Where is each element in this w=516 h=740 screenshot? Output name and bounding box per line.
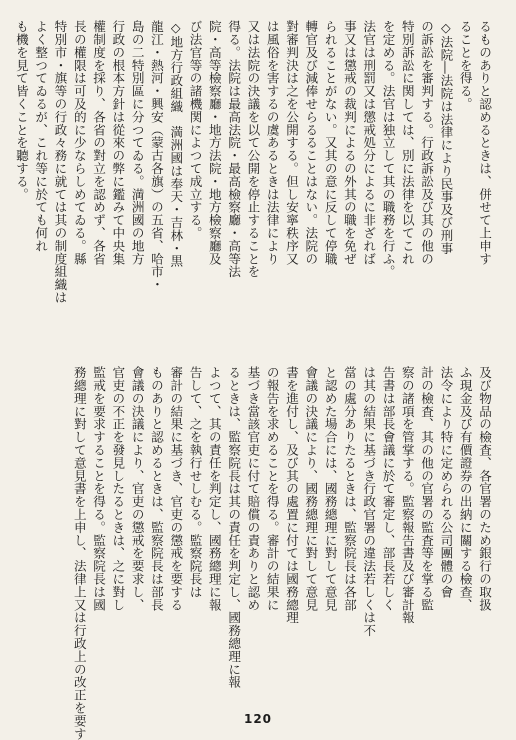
text-line: 龍江・熱河・興安（蒙古各旗）の五省、哈市・ <box>148 20 164 291</box>
text-line: は其の結果に基づき行政官署の違法若しくは不 <box>361 366 377 637</box>
text-line: 書を進付し、及び其の處置に付ては國務總理 <box>284 366 300 624</box>
text-line: 轉官及び減俸せらるることはない。法院の <box>303 20 319 266</box>
text-line: 告書は部長會議に於て審定し、部長若しく <box>380 366 396 612</box>
text-line: を定める。法官は独立して其の職務を行ふ。 <box>380 20 396 278</box>
text-line: 會議の決議により、官吏の懲戒を要求し、 <box>129 366 145 612</box>
text-line: るものありと認めるときは、併せて上申す <box>477 20 492 266</box>
text-line: るときは、監察院長は其の責任を判定し、國務總理に報 <box>226 366 242 689</box>
text-line: 察の諸項を管掌する。監察報告書及び審計報 <box>399 366 415 624</box>
text-line: 行政の根本方針は從來の弊に鑑みて中央集 <box>110 20 126 266</box>
text-line: 法官は刑罰又は懲戒処分によるに非ざれば <box>361 20 377 266</box>
text-line: 監戒を要求することを得る。監察院長は國 <box>91 366 107 612</box>
text-line: 特別訴訟に関しては、別に法律を以てこれ <box>399 20 415 266</box>
text-line: 務總理に對して意見書を上申し、法律上又は行政上の改正を要す <box>71 366 87 740</box>
text-line: 當の處分ありたるときは、監察院長は各部 <box>341 366 357 612</box>
text-line: 島の二特別區に分つてゐる。満洲國の地方 <box>129 20 145 266</box>
text-line: 長の權限は可及的に少ならしめてゐる。縣 <box>71 20 87 266</box>
text-line: 基づき當該官吏に付て賠償の責ありと認め <box>245 366 261 612</box>
text-line: び法官等の諸機関によつて成立する。 <box>187 20 203 240</box>
text-line: 又は法院の決議を以て公開を停止することを <box>245 20 261 278</box>
text-line: 會議の決議により、國務總理に對して意見 <box>303 366 319 612</box>
text-line: と認めた場合には、國務總理に對して意見 <box>322 366 338 612</box>
text-line: よつて、其の責任を判定し、國務總理に報 <box>206 366 222 612</box>
text-line: ふ現金及び有價證券の出納に關する檢查、 <box>457 366 473 612</box>
text-line: 法令により特に定められる公司團體の會 <box>438 366 454 599</box>
text-line: 官吏の不正を發見したるときは、之に對し <box>110 366 126 612</box>
text-line: よく整つてゐるが、これ等に於ても何れ <box>33 20 49 253</box>
text-line: 權制度を採り、各省の對立を認めず、各省 <box>91 20 107 266</box>
text-line: ものありと認めるときは、監察院長は部長 <box>148 366 164 612</box>
text-line: も機を見て皆くことを聽する。 <box>13 20 29 201</box>
page-number: 120 <box>243 712 273 726</box>
text-line: 對審判決は之を公開する。但し安寧秩序又 <box>284 20 300 266</box>
text-line: 特別市・旗等の行政々務に就ては其の制度組織は <box>52 20 68 304</box>
text-line: ることを得る。 <box>457 20 473 111</box>
text-line: られることがない。又其の意に反して停職 <box>322 20 338 266</box>
text-line: 計の檢査、其の他の官署の監査等を掌る監 <box>419 366 435 612</box>
text-line: 審計の結果に基づき、官吏の懲戒を要する <box>168 366 184 612</box>
text-line: ◇法院―法院は法律により民事及び刑事 <box>438 20 454 255</box>
text-line: の訴訟を審判する。行政訴訟及び其の他の <box>419 20 435 266</box>
text-line: の報告を求めることを得る。審計の結果に <box>264 366 280 612</box>
text-line: 院・高等檢察廳・地方法院・地方檢察廳及 <box>206 20 222 266</box>
text-line: 事又は懲戒の裁判によるの外其の職を免ぜ <box>341 20 357 266</box>
text-line: は風俗を害するの虞あるときは法律により <box>264 20 280 266</box>
text-line: 及び物品の檢査、各官署のため銀行の取扱 <box>477 366 492 612</box>
text-line: 告して、之を執行せしむる。監察院長は <box>187 366 203 599</box>
text-line: ◇地方行政組織 満洲國は奉天・吉林・黒 <box>168 20 184 268</box>
text-line: 得る。法院は最高法院・最高檢察廳・高等法 <box>226 20 242 278</box>
upper-text-block <box>13 20 494 350</box>
